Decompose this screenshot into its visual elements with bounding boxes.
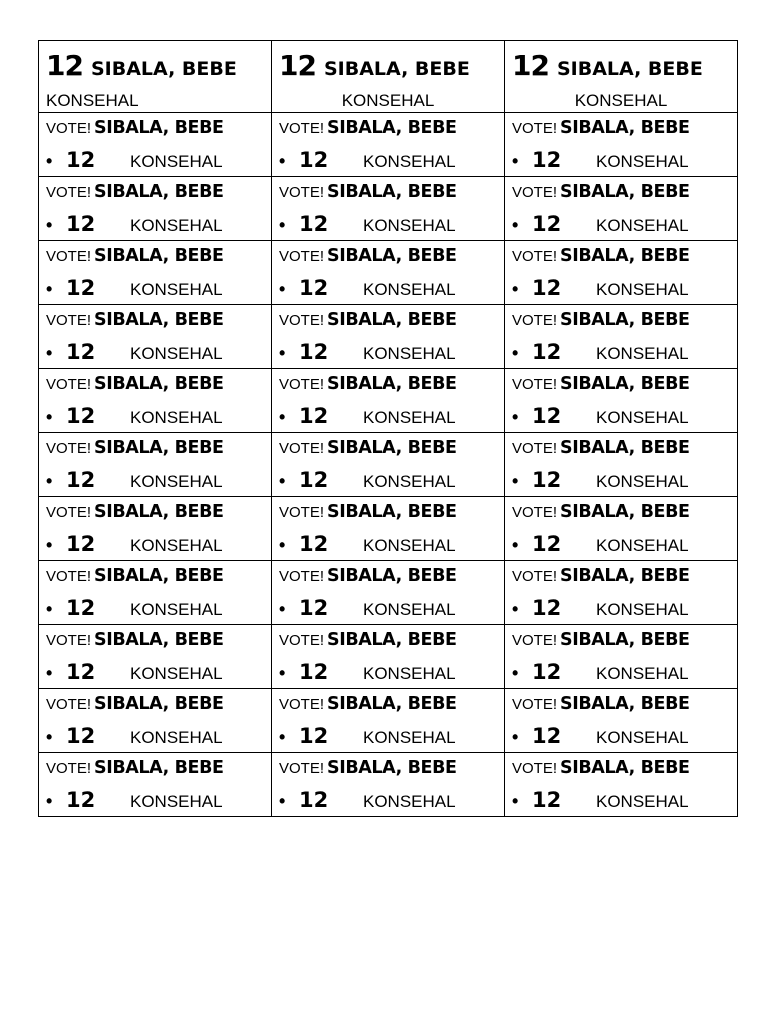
candidate-number: 12 — [66, 468, 96, 492]
candidate-office: KONSEHAL — [130, 792, 223, 811]
candidate-number: 12 — [532, 660, 562, 684]
vote-label: VOTE! — [279, 248, 325, 265]
bullet: • — [512, 279, 519, 299]
bullet: • — [512, 727, 519, 747]
vote-card — [272, 497, 505, 561]
vote-label: VOTE! — [46, 248, 92, 265]
candidate-office: KONSEHAL — [363, 728, 456, 747]
card-row — [39, 433, 738, 497]
bullet: • — [46, 599, 53, 619]
vote-card — [39, 433, 272, 497]
candidate-name: SIBALA, BEBE — [327, 758, 457, 778]
vote-label: VOTE! — [512, 376, 558, 393]
candidate-number: 12 — [299, 340, 329, 364]
bullet: • — [512, 791, 519, 811]
candidate-number: 12 — [532, 532, 562, 556]
candidate-name: SIBALA, BEBE — [327, 246, 457, 266]
candidate-office: KONSEHAL — [130, 664, 223, 683]
candidate-office: KONSEHAL — [596, 536, 689, 555]
candidate-name: SIBALA, BEBE — [327, 310, 457, 330]
candidate-number: 12 — [532, 148, 562, 172]
card-row — [39, 689, 738, 753]
vote-card — [272, 753, 505, 817]
candidate-name: SIBALA, BEBE — [94, 630, 224, 650]
bullet: • — [46, 407, 53, 427]
candidate-office: KONSEHAL — [130, 216, 223, 235]
bullet: • — [46, 343, 53, 363]
candidate-number: 12 — [299, 148, 329, 172]
bullet: • — [279, 471, 286, 491]
vote-card — [39, 753, 272, 817]
vote-label: VOTE! — [46, 120, 92, 137]
candidate-name: SIBALA, BEBE — [560, 374, 690, 394]
vote-label: VOTE! — [46, 184, 92, 201]
card-row — [39, 561, 738, 625]
candidate-name: SIBALA, BEBE — [94, 502, 224, 522]
candidate-office: KONSEHAL — [596, 664, 689, 683]
bullet: • — [279, 791, 286, 811]
candidate-office: KONSEHAL — [363, 280, 456, 299]
vote-card — [272, 305, 505, 369]
candidate-name: SIBALA, BEBE — [94, 310, 224, 330]
candidate-name: SIBALA, BEBE — [94, 438, 224, 458]
candidate-number: 12 — [66, 596, 96, 620]
candidate-office: KONSEHAL — [130, 472, 223, 491]
card-row — [39, 177, 738, 241]
candidate-name: SIBALA, BEBE — [94, 566, 224, 586]
vote-card — [39, 561, 272, 625]
vote-label: VOTE! — [512, 504, 558, 521]
vote-label: VOTE! — [279, 120, 325, 137]
candidate-number: 12 — [532, 724, 562, 748]
candidate-office: KONSEHAL — [130, 536, 223, 555]
vote-card — [505, 689, 738, 753]
candidate-office: KONSEHAL — [130, 344, 223, 363]
candidate-office: KONSEHAL — [363, 472, 456, 491]
vote-card — [505, 369, 738, 433]
bullet: • — [512, 535, 519, 555]
candidate-number: 12 — [532, 340, 562, 364]
header-cell — [39, 41, 272, 113]
vote-card — [39, 113, 272, 177]
header-cell — [505, 41, 738, 113]
vote-card — [39, 369, 272, 433]
candidate-name: SIBALA, BEBE — [94, 118, 224, 138]
vote-label: VOTE! — [46, 696, 92, 713]
candidate-office: KONSEHAL — [46, 91, 139, 110]
sample-ballot-sheet — [38, 40, 738, 817]
bullet: • — [46, 535, 53, 555]
vote-label: VOTE! — [46, 568, 92, 585]
candidate-number: 12 — [66, 148, 96, 172]
candidate-number: 12 — [66, 660, 96, 684]
bullet: • — [512, 599, 519, 619]
vote-card — [505, 561, 738, 625]
candidate-office: KONSEHAL — [596, 728, 689, 747]
vote-card — [39, 497, 272, 561]
candidate-name: SIBALA, BEBE — [327, 566, 457, 586]
candidate-name: SIBALA, BEBE — [560, 630, 690, 650]
candidate-number: 12 — [279, 49, 316, 82]
candidate-name: SIBALA, BEBE — [94, 374, 224, 394]
bullet: • — [46, 471, 53, 491]
bullet: • — [512, 407, 519, 427]
candidate-name: SIBALA, BEBE — [327, 438, 457, 458]
candidate-office: KONSEHAL — [363, 152, 456, 171]
vote-label: VOTE! — [279, 760, 325, 777]
candidate-number: 12 — [532, 212, 562, 236]
vote-label: VOTE! — [512, 120, 558, 137]
vote-label: VOTE! — [512, 696, 558, 713]
card-row — [39, 305, 738, 369]
candidate-number: 12 — [299, 788, 329, 812]
candidate-number: 12 — [299, 660, 329, 684]
vote-card — [505, 177, 738, 241]
candidate-name: SIBALA, BEBE — [560, 246, 690, 266]
candidate-name: SIBALA, BEBE — [560, 694, 690, 714]
vote-card — [272, 689, 505, 753]
bullet: • — [279, 407, 286, 427]
vote-label: VOTE! — [279, 568, 325, 585]
bullet: • — [279, 663, 286, 683]
candidate-office: KONSEHAL — [363, 664, 456, 683]
card-row — [39, 113, 738, 177]
vote-label: VOTE! — [512, 312, 558, 329]
candidate-office: KONSEHAL — [596, 280, 689, 299]
vote-card — [505, 433, 738, 497]
candidate-office: KONSEHAL — [341, 91, 435, 110]
candidate-office: KONSEHAL — [363, 216, 456, 235]
bullet: • — [46, 279, 53, 299]
bullet: • — [512, 343, 519, 363]
candidate-office: KONSEHAL — [130, 280, 223, 299]
vote-label: VOTE! — [46, 632, 92, 649]
candidate-number: 12 — [46, 49, 83, 82]
candidate-name: SIBALA, BEBE — [327, 502, 457, 522]
vote-label: VOTE! — [512, 440, 558, 457]
vote-label: VOTE! — [512, 632, 558, 649]
candidate-name: SIBALA, BEBE — [327, 630, 457, 650]
candidate-name: SIBALA, BEBE — [560, 566, 690, 586]
bullet: • — [279, 727, 286, 747]
vote-label: VOTE! — [46, 760, 92, 777]
vote-card — [505, 497, 738, 561]
vote-card — [272, 113, 505, 177]
bullet: • — [279, 215, 286, 235]
bullet: • — [46, 151, 53, 171]
vote-label: VOTE! — [279, 696, 325, 713]
candidate-office: KONSEHAL — [596, 152, 689, 171]
bullet: • — [279, 343, 286, 363]
vote-card — [505, 113, 738, 177]
vote-label: VOTE! — [46, 504, 92, 521]
candidate-office: KONSEHAL — [596, 600, 689, 619]
vote-label: VOTE! — [279, 632, 325, 649]
candidate-office: KONSEHAL — [596, 344, 689, 363]
candidate-number: 12 — [299, 532, 329, 556]
bullet: • — [512, 663, 519, 683]
vote-card — [39, 241, 272, 305]
vote-label: VOTE! — [279, 440, 325, 457]
vote-card — [39, 177, 272, 241]
candidate-name: SIBALA, BEBE — [560, 438, 690, 458]
candidate-office: KONSEHAL — [130, 152, 223, 171]
vote-label: VOTE! — [279, 312, 325, 329]
vote-label: VOTE! — [279, 504, 325, 521]
bullet: • — [46, 727, 53, 747]
vote-card — [505, 241, 738, 305]
vote-card — [39, 689, 272, 753]
candidate-number: 12 — [299, 468, 329, 492]
header-cell — [272, 41, 505, 113]
candidate-name: SIBALA, BEBE — [327, 182, 457, 202]
candidate-office: KONSEHAL — [574, 91, 668, 110]
bullet: • — [279, 279, 286, 299]
candidate-name: SIBALA, BEBE — [560, 182, 690, 202]
card-row — [39, 369, 738, 433]
card-row — [39, 241, 738, 305]
candidate-name: SIBALA, BEBE — [560, 118, 690, 138]
candidate-name: SIBALA, BEBE — [560, 310, 690, 330]
candidate-office: KONSEHAL — [363, 536, 456, 555]
candidate-number: 12 — [299, 212, 329, 236]
candidate-number: 12 — [66, 212, 96, 236]
vote-label: VOTE! — [512, 184, 558, 201]
candidate-number: 12 — [66, 724, 96, 748]
candidate-number: 12 — [299, 596, 329, 620]
bullet: • — [279, 535, 286, 555]
bullet: • — [46, 663, 53, 683]
candidate-name: SIBALA, BEBE — [556, 58, 703, 80]
vote-label: VOTE! — [46, 376, 92, 393]
candidate-office: KONSEHAL — [596, 792, 689, 811]
candidate-name: SIBALA, BEBE — [94, 694, 224, 714]
candidate-number: 12 — [299, 276, 329, 300]
sample-ballot-grid — [38, 40, 738, 817]
bullet: • — [279, 599, 286, 619]
card-row — [39, 497, 738, 561]
card-row — [39, 625, 738, 689]
candidate-name: SIBALA, BEBE — [323, 58, 470, 80]
vote-card — [272, 433, 505, 497]
header-row — [39, 41, 738, 113]
vote-label: VOTE! — [46, 440, 92, 457]
candidate-number: 12 — [66, 276, 96, 300]
candidate-office: KONSEHAL — [130, 408, 223, 427]
vote-label: VOTE! — [512, 568, 558, 585]
candidate-office: KONSEHAL — [130, 728, 223, 747]
candidate-number: 12 — [532, 596, 562, 620]
vote-card — [272, 369, 505, 433]
candidate-number: 12 — [66, 404, 96, 428]
candidate-name: SIBALA, BEBE — [327, 694, 457, 714]
candidate-number: 12 — [66, 788, 96, 812]
candidate-name: SIBALA, BEBE — [94, 758, 224, 778]
candidate-name: SIBALA, BEBE — [327, 118, 457, 138]
vote-label: VOTE! — [279, 376, 325, 393]
candidate-office: KONSEHAL — [596, 216, 689, 235]
vote-label: VOTE! — [46, 312, 92, 329]
candidate-number: 12 — [532, 788, 562, 812]
candidate-office: KONSEHAL — [596, 472, 689, 491]
vote-label: VOTE! — [512, 248, 558, 265]
candidate-name: SIBALA, BEBE — [560, 502, 690, 522]
vote-card — [272, 625, 505, 689]
bullet: • — [512, 215, 519, 235]
candidate-office: KONSEHAL — [363, 792, 456, 811]
bullet: • — [512, 471, 519, 491]
bullet: • — [46, 791, 53, 811]
candidate-number: 12 — [299, 724, 329, 748]
candidate-name: SIBALA, BEBE — [560, 758, 690, 778]
candidate-office: KONSEHAL — [363, 408, 456, 427]
candidate-office: KONSEHAL — [130, 600, 223, 619]
vote-card — [505, 625, 738, 689]
vote-card — [505, 753, 738, 817]
candidate-number: 12 — [532, 276, 562, 300]
vote-card — [272, 241, 505, 305]
bullet: • — [46, 215, 53, 235]
vote-card — [272, 177, 505, 241]
candidate-name: SIBALA, BEBE — [327, 374, 457, 394]
candidate-number: 12 — [299, 404, 329, 428]
candidate-number: 12 — [532, 404, 562, 428]
bullet: • — [512, 151, 519, 171]
candidate-name: SIBALA, BEBE — [94, 182, 224, 202]
candidate-name: SIBALA, BEBE — [90, 58, 237, 80]
vote-card — [272, 561, 505, 625]
vote-label: VOTE! — [279, 184, 325, 201]
bullet: • — [279, 151, 286, 171]
candidate-number: 12 — [66, 340, 96, 364]
candidate-office: KONSEHAL — [363, 344, 456, 363]
vote-label: VOTE! — [512, 760, 558, 777]
candidate-number: 12 — [512, 49, 549, 82]
vote-card — [39, 305, 272, 369]
candidate-number: 12 — [66, 532, 96, 556]
candidate-name: SIBALA, BEBE — [94, 246, 224, 266]
candidate-office: KONSEHAL — [596, 408, 689, 427]
vote-card — [505, 305, 738, 369]
vote-card — [39, 625, 272, 689]
candidate-number: 12 — [532, 468, 562, 492]
card-row — [39, 753, 738, 817]
candidate-office: KONSEHAL — [363, 600, 456, 619]
